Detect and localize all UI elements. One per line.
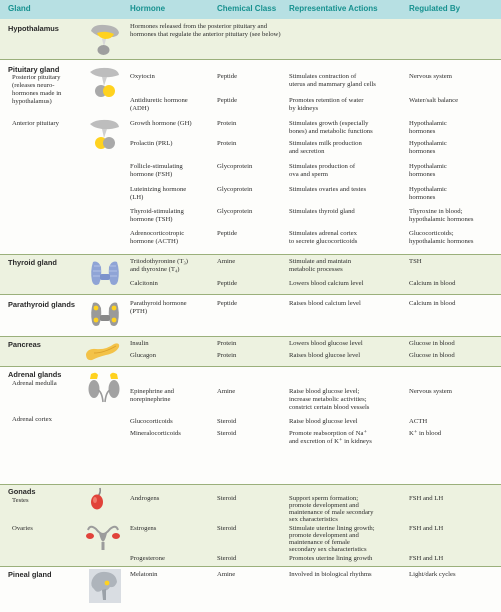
action-text: and secretion — [289, 148, 325, 155]
testes-label: Testes — [12, 497, 29, 504]
regulated-by: Hypothalamic — [409, 186, 447, 193]
action-text: Raise blood glucose level — [289, 418, 358, 425]
chemical-class: Glycoprotein — [217, 163, 253, 170]
posterior-pituitary-label: hormones made in — [12, 90, 62, 97]
hormone-name: Melatonin — [130, 571, 158, 578]
action-text: Promote reabsorption of Na⁺ — [289, 430, 368, 437]
action-text: to secrete glucocorticoids — [289, 238, 358, 245]
hormone-name: Estrogens — [130, 525, 157, 532]
chemical-class: Amine — [217, 388, 236, 395]
action-text: Lowers blood calcium level — [289, 280, 364, 287]
hormone-name: Parathyroid hormone — [130, 300, 187, 307]
posterior-pituitary-label: (releases neuro- — [12, 82, 55, 89]
regulated-by: Hypothalamic — [409, 140, 447, 147]
chemical-class: Peptide — [217, 280, 238, 287]
gland-name-adrenal: Adrenal glands — [8, 370, 62, 379]
hormone-name: Oxytocin — [130, 73, 155, 80]
action-text: Stimulates production of — [289, 163, 356, 170]
regulated-by: Light/dark cycles — [409, 571, 456, 578]
hormone-name: Triiodothyronine (T₃) — [130, 258, 188, 265]
header-gland: Gland — [8, 4, 31, 13]
chemical-class: Steroid — [217, 495, 237, 502]
thyroid-section — [0, 254, 501, 294]
action-text: promote development and — [289, 532, 359, 539]
chemical-class: Amine — [217, 258, 236, 265]
anterior-pituitary-label: Anterior pituitary — [12, 120, 59, 127]
hormone-name: hormone (ACTH) — [130, 238, 179, 245]
regulated-by: hypothalamic hormones — [409, 238, 474, 245]
posterior-pituitary-label: Posterior pituitary — [12, 74, 61, 81]
hormone-name: Adrenocorticotropic — [130, 230, 185, 237]
adrenal-cortex-label: Adrenal cortex — [12, 416, 52, 423]
regulated-by: K⁺ in blood — [409, 430, 442, 437]
adrenal-illustration — [86, 370, 122, 406]
hormone-name: Mineralocorticoids — [130, 430, 181, 437]
header-chemical-class: Chemical Class — [217, 4, 277, 13]
regulated-by: FSH and LH — [409, 525, 444, 532]
anterior-pituitary-illustration — [88, 118, 122, 152]
header-regulated-by: Regulated By — [409, 4, 461, 13]
chemical-class: Protein — [217, 340, 237, 347]
ovaries-illustration — [84, 520, 122, 552]
hormone-name: Thyroid-stimulating — [130, 208, 184, 215]
action-text: Stimulate and maintain — [289, 258, 352, 265]
ovaries-label: Ovaries — [12, 525, 33, 532]
action-text: ova and sperm — [289, 171, 328, 178]
hormone-name: (PTH) — [130, 308, 148, 315]
posterior-pituitary-label: hypothalamus) — [12, 98, 52, 105]
regulated-by: Calcium in blood — [409, 300, 456, 307]
regulated-by: hormones — [409, 148, 436, 155]
action-text: maintenance of female — [289, 539, 350, 546]
chemical-class: Steroid — [217, 525, 237, 532]
hormone-name: norepinephrine — [130, 396, 171, 403]
regulated-by: Glucose in blood — [409, 340, 455, 347]
gland-name-pancreas: Pancreas — [8, 340, 41, 349]
gland-name-pineal: Pineal gland — [8, 570, 52, 579]
hormone-name: and thyroxine (T₄) — [130, 266, 180, 273]
action-text: secondary sex characteristics — [289, 546, 367, 553]
pancreas-illustration — [84, 339, 122, 363]
regulated-by: Nervous system — [409, 388, 452, 395]
chemical-class: Peptide — [217, 230, 238, 237]
adrenal-medulla-label: Adrenal medulla — [12, 380, 57, 387]
section-divider — [0, 566, 501, 567]
hormone-name: Follicle-stimulating — [130, 163, 183, 170]
action-text: Support sperm formation; — [289, 495, 359, 502]
hypothalamus-description-line: Hormones released from the posterior pituitary and — [130, 23, 268, 30]
action-text: Raise blood glucose level; — [289, 388, 360, 395]
action-text: Promotes retention of water — [289, 97, 364, 104]
regulated-by: Water/salt balance — [409, 97, 459, 104]
hormone-name: hormone (FSH) — [130, 171, 173, 178]
hormone-name: hormone (TSH) — [130, 216, 173, 223]
posterior-pituitary-illustration — [88, 66, 122, 100]
hormone-name: (LH) — [130, 194, 144, 201]
action-text: Stimulates contraction of — [289, 73, 357, 80]
regulated-by: Glucose in blood — [409, 352, 455, 359]
chemical-class: Protein — [217, 140, 237, 147]
hormone-name: Progesterone — [130, 555, 165, 562]
regulated-by: Hypothalamic — [409, 120, 447, 127]
action-text: metabolic processes — [289, 266, 343, 273]
regulated-by: Calcium in blood — [409, 280, 456, 287]
action-text: Lowers blood glucose level — [289, 340, 363, 347]
gland-name-parathyroid: Parathyroid glands — [8, 300, 75, 309]
hormone-name: Androgens — [130, 495, 160, 502]
header-hormone: Hormone — [130, 4, 166, 13]
action-text: Stimulates thyroid gland — [289, 208, 355, 215]
section-divider — [0, 484, 501, 485]
hormone-name: Growth hormone (GH) — [130, 120, 192, 127]
regulated-by: Glucocorticoids; — [409, 230, 454, 237]
regulated-by: hypothalamic hormones — [409, 216, 474, 223]
regulated-by: FSH and LH — [409, 555, 444, 562]
action-text: Stimulates growth (especially — [289, 120, 369, 127]
hormone-name: Luteinizing hormone — [130, 186, 187, 193]
action-text: Promotes uterine lining growth — [289, 555, 373, 562]
regulated-by: hormones — [409, 171, 436, 178]
hormone-name: Calcitonin — [130, 280, 158, 287]
section-divider — [0, 336, 501, 337]
hormone-name: Prolactin (PRL) — [130, 140, 173, 147]
gland-name-gonads: Gonads — [8, 487, 36, 496]
testes-illustration — [86, 487, 110, 511]
action-text: promote development and — [289, 502, 359, 509]
chemical-class: Protein — [217, 120, 237, 127]
regulated-by: hormones — [409, 128, 436, 135]
section-divider — [0, 294, 501, 295]
action-text: Raises blood glucose level — [289, 352, 361, 359]
action-text: constrict certain blood vessels — [289, 404, 370, 411]
chemical-class: Glycoprotein — [217, 208, 253, 215]
hormone-name: Antidiuretic hormone — [130, 97, 188, 104]
gland-name-hypothalamus: Hypothalamus — [8, 24, 59, 33]
chemical-class: Peptide — [217, 300, 238, 307]
hypothalamus-description-line: hormones that regulate the anterior pituitary (see below) — [130, 31, 281, 38]
thyroid-illustration — [88, 257, 122, 291]
action-text: uterus and mammary gland cells — [289, 81, 376, 88]
hormone-name: Glucagon — [130, 352, 156, 359]
chemical-class: Protein — [217, 352, 237, 359]
hormone-name: Insulin — [130, 340, 149, 347]
hypothalamus-illustration — [88, 22, 122, 56]
gland-name-thyroid: Thyroid gland — [8, 258, 57, 267]
chemical-class: Steroid — [217, 418, 237, 425]
action-text: Involved in biological rhythms — [289, 571, 372, 578]
chemical-class: Peptide — [217, 97, 238, 104]
header-representative-actions: Representative Actions — [289, 4, 378, 13]
regulated-by: Hypothalamic — [409, 163, 447, 170]
action-text: Stimulates ovaries and testes — [289, 186, 367, 193]
chemical-class: Peptide — [217, 73, 238, 80]
action-text: and excretion of K⁺ in kidneys — [289, 438, 372, 445]
table-header — [0, 0, 501, 19]
action-text: Stimulate uterine lining growth; — [289, 525, 375, 532]
pineal-illustration — [88, 568, 122, 604]
section-divider — [0, 366, 501, 367]
parathyroid-illustration — [88, 298, 122, 332]
regulated-by: Thyroxine in blood; — [409, 208, 463, 215]
action-text: Stimulates milk production — [289, 140, 362, 147]
section-divider — [0, 254, 501, 255]
regulated-by: FSH and LH — [409, 495, 444, 502]
gland-name-pituitary: Pituitary gland — [8, 65, 60, 74]
chemical-class: Steroid — [217, 430, 237, 437]
action-text: maintenance of male secondary — [289, 509, 374, 516]
regulated-by: TSH — [409, 258, 422, 265]
action-text: bones) and metabolic functions — [289, 128, 373, 135]
chemical-class: Steroid — [217, 555, 237, 562]
regulated-by: hormones — [409, 194, 436, 201]
regulated-by: ACTH — [409, 418, 428, 425]
action-text: sex characteristics — [289, 516, 338, 523]
action-text: Stimulates adrenal cortex — [289, 230, 357, 237]
hormone-name: Glucocorticoids — [130, 418, 173, 425]
action-text: increase metabolic activities; — [289, 396, 367, 403]
regulated-by: Nervous system — [409, 73, 452, 80]
action-text: by kidneys — [289, 105, 319, 112]
action-text: Raises blood calcium level — [289, 300, 361, 307]
hormone-name: Epinephrine and — [130, 388, 175, 395]
chemical-class: Amine — [217, 571, 236, 578]
hormone-name: (ADH) — [130, 105, 149, 112]
section-divider — [0, 59, 501, 60]
chemical-class: Glycoprotein — [217, 186, 253, 193]
